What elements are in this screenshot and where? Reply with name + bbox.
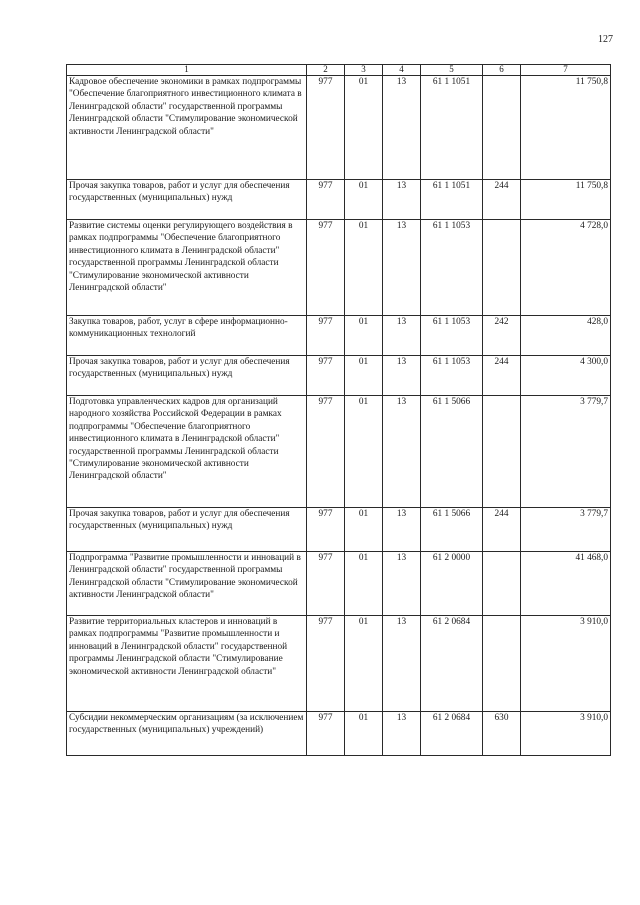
target-article-code: 61 1 1053 bbox=[421, 220, 483, 316]
table-row bbox=[67, 508, 611, 552]
expense-type-code bbox=[483, 76, 521, 180]
item-name: Кадровое обеспечение экономики в рамках подпрограммы "Обеспечение благоприятного инвестиционного климата в Ленинградской области" государственной программы Ленинградской области "Стимулирование экономической активности Ленинградской области" bbox=[67, 76, 307, 180]
subsection-code: 13 bbox=[383, 356, 421, 396]
amount-value: 11 750,8 bbox=[521, 76, 611, 180]
section-code: 01 bbox=[345, 616, 383, 712]
table-row bbox=[67, 316, 611, 356]
column-header: 3 bbox=[345, 65, 383, 76]
item-name: Прочая закупка товаров, работ и услуг для обеспечения государственных (муниципальных) нужд bbox=[67, 508, 307, 552]
subsection-code: 13 bbox=[383, 180, 421, 220]
table-row bbox=[67, 220, 611, 316]
table-row bbox=[67, 356, 611, 396]
item-name: Подпрограмма "Развитие промышленности и инноваций в Ленинградской области" государственной программы Ленинградской области "Стимулирование экономической активности Ленинградской области" bbox=[67, 552, 307, 616]
amount-value: 3 779,7 bbox=[521, 508, 611, 552]
amount-value: 3 910,0 bbox=[521, 712, 611, 756]
expense-type-code: 244 bbox=[483, 508, 521, 552]
subsection-code: 13 bbox=[383, 616, 421, 712]
amount-value: 3 779,7 bbox=[521, 396, 611, 508]
column-header: 6 bbox=[483, 65, 521, 76]
expense-type-code: 244 bbox=[483, 180, 521, 220]
section-code: 01 bbox=[345, 316, 383, 356]
item-name: Прочая закупка товаров, работ и услуг для обеспечения государственных (муниципальных) нужд bbox=[67, 356, 307, 396]
expense-type-code bbox=[483, 552, 521, 616]
section-code: 01 bbox=[345, 356, 383, 396]
subsection-code: 13 bbox=[383, 76, 421, 180]
expense-type-code bbox=[483, 616, 521, 712]
subsection-code: 13 bbox=[383, 508, 421, 552]
expense-type-code: 242 bbox=[483, 316, 521, 356]
subsection-code: 13 bbox=[383, 220, 421, 316]
amount-value: 11 750,8 bbox=[521, 180, 611, 220]
item-name: Развитие системы оценки регулирующего воздействия в рамках подпрограммы "Обеспечение благоприятного инвестиционного климата в Ленинградской области" государственной программы Ленинградской области "Стимулирование экономической активности Ленинградской области" bbox=[67, 220, 307, 316]
column-header: 4 bbox=[383, 65, 421, 76]
subsection-code: 13 bbox=[383, 712, 421, 756]
section-code: 01 bbox=[345, 712, 383, 756]
amount-value: 41 468,0 bbox=[521, 552, 611, 616]
section-code: 01 bbox=[345, 508, 383, 552]
expense-type-code: 630 bbox=[483, 712, 521, 756]
expense-type-code bbox=[483, 220, 521, 316]
item-name: Подготовка управленческих кадров для организаций народного хозяйства Российской Федерации в рамках подпрограммы "Обеспечение благоприятного инвестиционного климата в Ленинградской области" государственной программы Ленинградской области "Стимулирование экономической активности Ленинградской области" bbox=[67, 396, 307, 508]
subsection-code: 13 bbox=[383, 396, 421, 508]
ministry-code: 977 bbox=[307, 616, 345, 712]
section-code: 01 bbox=[345, 76, 383, 180]
ministry-code: 977 bbox=[307, 180, 345, 220]
item-name: Субсидии некоммерческим организациям (за исключением государственных (муниципальных) учреждений) bbox=[67, 712, 307, 756]
table-row bbox=[67, 76, 611, 180]
amount-value: 4 300,0 bbox=[521, 356, 611, 396]
target-article-code: 61 1 1051 bbox=[421, 180, 483, 220]
ministry-code: 977 bbox=[307, 396, 345, 508]
ministry-code: 977 bbox=[307, 316, 345, 356]
expense-type-code bbox=[483, 396, 521, 508]
amount-value: 4 728,0 bbox=[521, 220, 611, 316]
item-name: Прочая закупка товаров, работ и услуг для обеспечения государственных (муниципальных) нужд bbox=[67, 180, 307, 220]
target-article-code: 61 1 5066 bbox=[421, 508, 483, 552]
amount-value: 3 910,0 bbox=[521, 616, 611, 712]
target-article-code: 61 2 0684 bbox=[421, 712, 483, 756]
column-header: 2 bbox=[307, 65, 345, 76]
target-article-code: 61 1 1051 bbox=[421, 76, 483, 180]
section-code: 01 bbox=[345, 180, 383, 220]
column-header: 5 bbox=[421, 65, 483, 76]
item-name: Развитие территориальных кластеров и инноваций в рамках подпрограммы "Развитие промышленности и инноваций в Ленинградской области" государственной программы Ленинградской области "Стимулирование экономической активности Ленинградской области" bbox=[67, 616, 307, 712]
table-row bbox=[67, 396, 611, 508]
section-code: 01 bbox=[345, 396, 383, 508]
table-row bbox=[67, 552, 611, 616]
expense-type-code: 244 bbox=[483, 356, 521, 396]
table-row bbox=[67, 180, 611, 220]
ministry-code: 977 bbox=[307, 76, 345, 180]
ministry-code: 977 bbox=[307, 508, 345, 552]
ministry-code: 977 bbox=[307, 356, 345, 396]
table-header-row bbox=[67, 65, 611, 76]
target-article-code: 61 2 0000 bbox=[421, 552, 483, 616]
column-header: 7 bbox=[521, 65, 611, 76]
target-article-code: 61 1 1053 bbox=[421, 316, 483, 356]
section-code: 01 bbox=[345, 552, 383, 616]
amount-value: 428,0 bbox=[521, 316, 611, 356]
column-header: 1 bbox=[67, 65, 307, 76]
subsection-code: 13 bbox=[383, 316, 421, 356]
target-article-code: 61 2 0684 bbox=[421, 616, 483, 712]
budget-table bbox=[66, 64, 611, 756]
table-row bbox=[67, 616, 611, 712]
table-row bbox=[67, 712, 611, 756]
item-name: Закупка товаров, работ, услуг в сфере информационно-коммуникационных технологий bbox=[67, 316, 307, 356]
subsection-code: 13 bbox=[383, 552, 421, 616]
section-code: 01 bbox=[345, 220, 383, 316]
target-article-code: 61 1 1053 bbox=[421, 356, 483, 396]
target-article-code: 61 1 5066 bbox=[421, 396, 483, 508]
ministry-code: 977 bbox=[307, 220, 345, 316]
ministry-code: 977 bbox=[307, 552, 345, 616]
ministry-code: 977 bbox=[307, 712, 345, 756]
page-number: 127 bbox=[598, 34, 613, 45]
